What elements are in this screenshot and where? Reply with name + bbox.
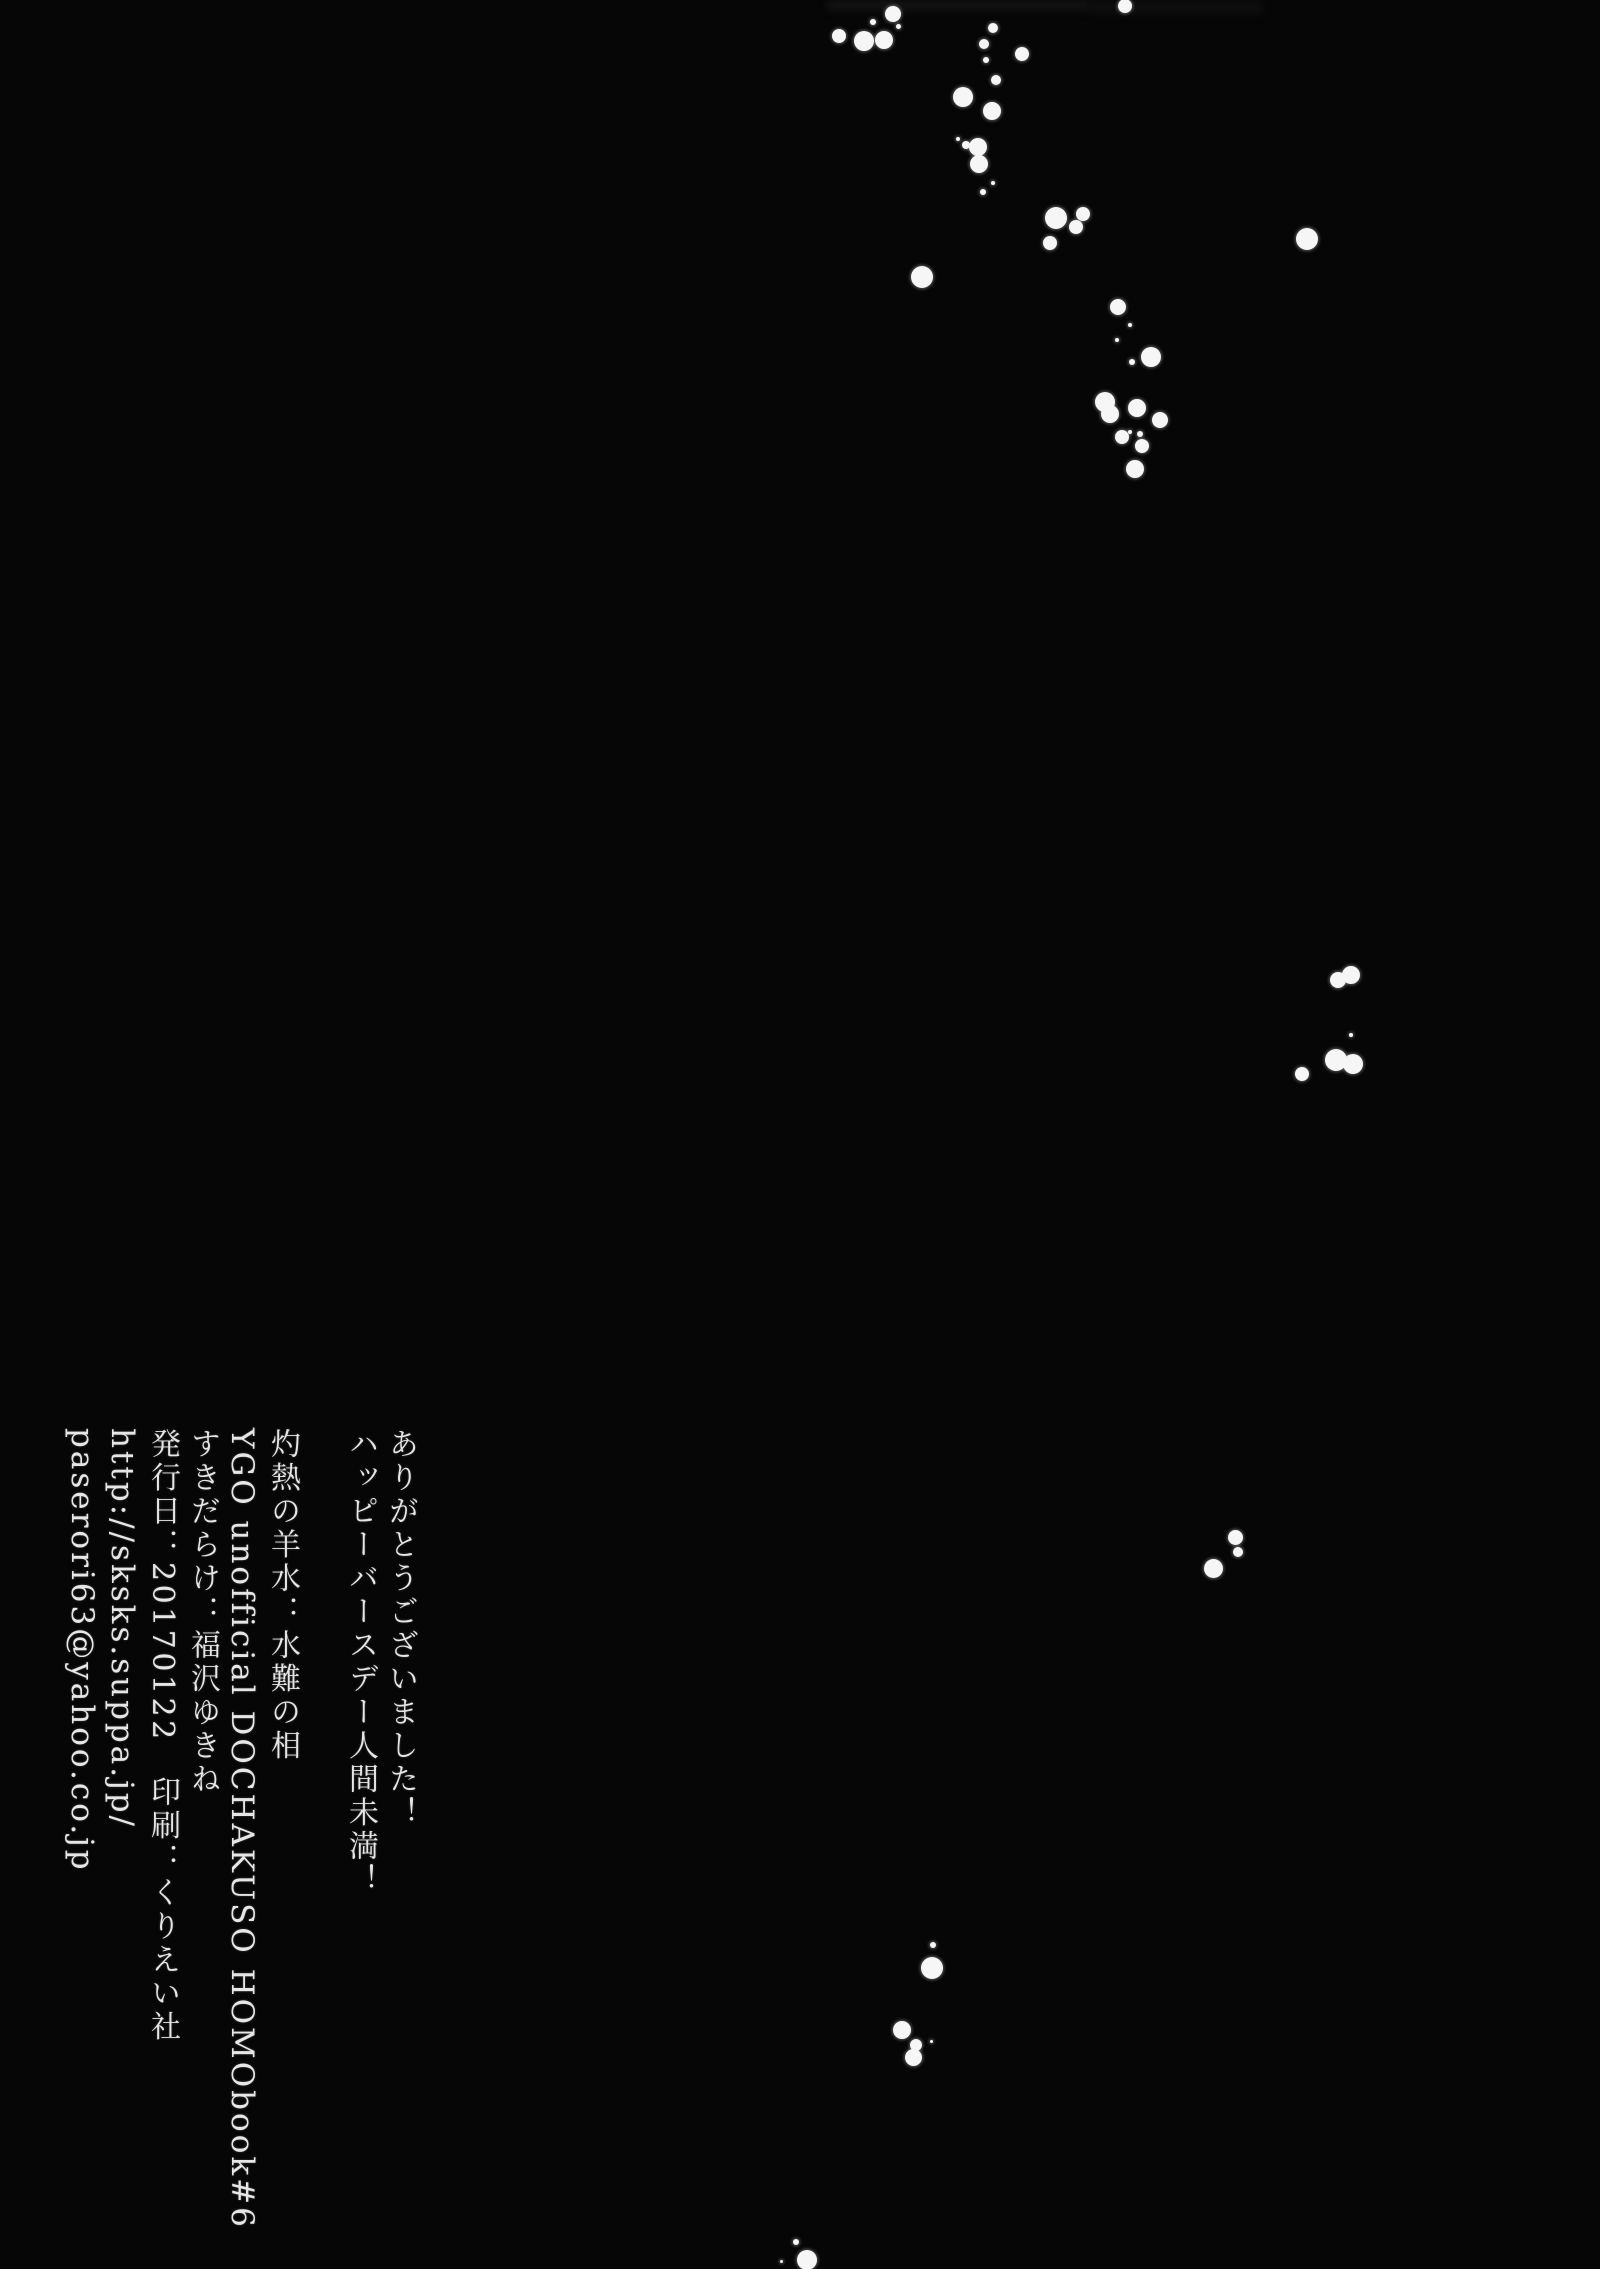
ink-speck: [921, 1957, 943, 1979]
ink-speck: [956, 137, 960, 141]
ink-speck: [1295, 1067, 1309, 1081]
book-series-info: YGO unofficial DOCHAKUSO HOMObook#6: [224, 1428, 260, 2230]
publish-date-printer: 発行日：20170122 印刷：くりえい社: [145, 1428, 180, 2045]
circle-author-credit: すきだらけ：福沢ゆきね: [185, 1428, 220, 1797]
ink-speck: [979, 39, 989, 49]
ink-speck: [1076, 207, 1090, 221]
ink-speck: [930, 2040, 933, 2043]
ink-speck: [930, 1942, 936, 1948]
ink-speck: [797, 2250, 817, 2269]
ink-speck: [983, 102, 1001, 120]
ink-speck: [1228, 1530, 1243, 1545]
ink-speck: [1296, 228, 1318, 250]
ink-speck: [1015, 47, 1029, 61]
ink-speck: [991, 181, 995, 185]
ink-speck: [970, 155, 988, 173]
ink-speck: [1128, 430, 1132, 434]
ink-speck: [1141, 347, 1161, 367]
ink-speck: [854, 31, 874, 51]
ink-speck: [1137, 431, 1143, 437]
ink-speck: [1342, 966, 1360, 984]
colophon-text-block: [62, 1428, 420, 2269]
ink-speck: [832, 29, 846, 43]
ink-speck: [780, 2260, 783, 2263]
ink-speck: [1043, 236, 1057, 250]
ink-speck: [1128, 323, 1132, 327]
ink-speck: [969, 138, 987, 156]
ink-speck: [885, 6, 901, 22]
ink-speck: [896, 24, 901, 29]
ink-speck: [1115, 430, 1129, 444]
ink-speck: [980, 189, 986, 195]
ink-speck: [1343, 1054, 1363, 1074]
ink-speck: [1128, 399, 1146, 417]
ink-speck: [1045, 207, 1067, 229]
ink-speck: [991, 75, 1001, 85]
contact-email: paserori63@yahoo.co.jp: [64, 1428, 100, 1873]
ink-speck: [1101, 405, 1119, 423]
ink-speck: [1115, 338, 1119, 342]
scan-edge-artifact: [828, 0, 1090, 10]
ink-speck: [953, 87, 973, 107]
ink-speck: [1152, 412, 1168, 428]
ink-speck: [983, 57, 989, 63]
ink-speck: [875, 31, 893, 49]
ink-speck: [1135, 439, 1149, 453]
birthday-message: ハッピーバースデー人間未満！: [343, 1428, 378, 1897]
ink-speck: [911, 266, 933, 288]
thanks-message: ありがとうございました！: [383, 1428, 418, 1830]
ink-speck: [1118, 0, 1132, 13]
ink-speck: [1129, 359, 1135, 365]
book-title: 灼熱の羊水：水難の相: [265, 1428, 300, 1763]
ink-speck: [1126, 460, 1144, 478]
ink-speck: [1204, 1559, 1223, 1578]
ink-speck: [988, 23, 998, 33]
ink-speck: [870, 19, 876, 25]
ink-speck: [1233, 1547, 1243, 1557]
scan-edge-artifact: [1088, 0, 1263, 14]
ink-speck: [1069, 220, 1083, 234]
ink-speck: [1110, 299, 1126, 315]
ink-speck: [793, 2239, 799, 2245]
ink-speck: [893, 2021, 911, 2039]
ink-speck: [905, 2049, 922, 2066]
ink-speck: [1349, 1033, 1353, 1037]
website-url: http://sksks.suppa.jp/: [104, 1428, 140, 1830]
